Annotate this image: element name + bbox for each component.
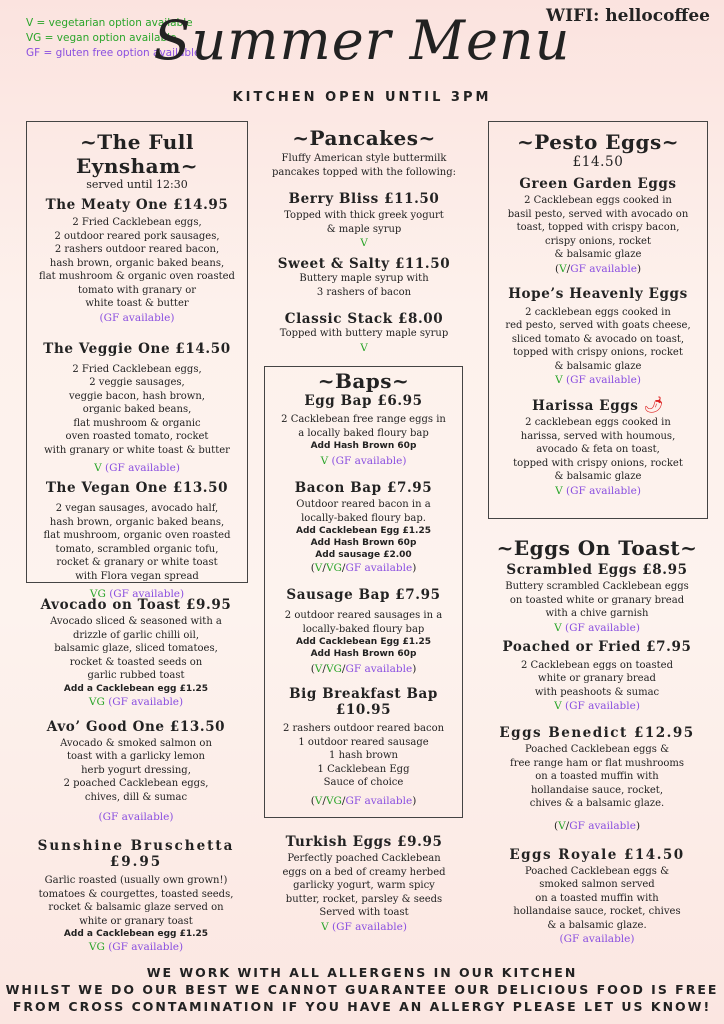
item-description: 2 Cacklebean eggs cooked in basil pesto, served with avocado on toast, topped with crispy bacon, crispy onions, rocket & balsamic glaze [507,195,689,260]
item-title: Scrambled Eggs £8.95 [506,562,688,578]
item-title: Poached or Fried £7.95 [502,638,692,655]
item-description: 2 vegan sausages, avocado half, hash brown, organic baked beans, flat mushroom, organic oven roasted tomato, scrambled organic tofu, rocket & granary or white toast with Flora vegan spread [43,503,231,582]
section-title: ~Baps~ [317,369,410,393]
allergen-notice [0,964,724,1015]
diet-tags: VG (GF available) [89,588,185,600]
section-title: ~The Full Eynsham~ [75,130,199,178]
gf-tag: (GF available) [98,811,174,823]
pesto-eggs-section [488,121,708,519]
item-description: Topped with thick greek yogurt & maple syrup [284,210,444,235]
diet-tags: (V/VG/GF available) [310,562,417,574]
add-on: Add a Cacklebean egg £1.25 [63,929,209,939]
item-title: Harissa Eggs [532,398,639,414]
eggs-on-toast-section [486,536,708,946]
add-on: Add Cacklebean Egg £1.25 Add Hash Brown 60p [296,637,431,659]
v-tag: V [360,341,368,354]
section-title: ~Pancakes~ [292,126,436,150]
item-description: Poached Cacklebean eggs & smoked salmon served on a toasted muffin with hollandaise sauce, rocket, chives & a balsamic glaze. [513,865,681,931]
item-description: 2 Cacklebean free range eggs in a locally baked floury bap [281,414,446,439]
section-title: ~Eggs On Toast~ [496,536,698,560]
section-price: £14.50 [572,154,624,170]
section-title: ~Pesto Eggs~ [516,130,679,154]
turkish-eggs-item [258,834,470,934]
diet-tags: V (GF available) [94,462,180,474]
diet-tags: V (GF available) [555,484,641,497]
diet-tags: V (GF available) [321,920,407,933]
gf-tag: (GF available) [559,933,635,945]
v-tag: V [360,237,368,249]
diet-tags: (V/GF available) [554,262,642,275]
diet-tags: V (GF available) [555,374,641,386]
item-title: Eggs Benedict £12.95 [499,725,695,741]
diet-tags: (V/GF available) [553,819,641,832]
diet-tags: (V/VG/GF available) [310,794,417,807]
legend-gluten-free: GF = gluten free option available [26,47,201,59]
item-title: The Vegan One £13.50 [45,480,229,496]
item-title: Turkish Eggs £9.95 [285,834,443,850]
item-title: Eggs Royale £14.50 [509,846,685,863]
diet-tags: V (GF available) [554,621,640,634]
item-title: Avo’ Good One £13.50 [46,718,226,735]
section-subtitle: served until 12:30 [86,178,188,191]
add-on: Add a Cacklebean egg £1.25 [63,683,209,694]
item-description: Topped with buttery maple syrup [279,328,449,339]
diet-tags: VG (GF available) [88,941,184,953]
left-column-items [20,597,252,954]
item-description: Perfectly poached Cacklebean eggs on a bed of creamy herbed garlicky yogurt, warm spicy butter, rocket, parsley & seeds Served with toast [282,853,446,918]
item-title: The Meaty One £14.95 [45,197,229,213]
item-description: Buttery scrambled Cacklebean eggs on toasted white or granary bread with a chive garnish [505,581,689,619]
item-title: Bacon Bap £7.95 [294,480,433,496]
item-title-row [489,395,707,414]
diet-tags: VG (GF available) [88,695,184,708]
item-description: 2 Fried Cacklebean eggs, 2 veggie sausages, veggie bacon, hash brown, organic baked beans, flat mushroom & organic oven roasted tomato, rocket with granary or white toast & butter [44,363,230,456]
item-price: £9.95 [109,854,163,870]
pancakes-section [258,126,470,355]
item-description: Garlic roasted (usually own grown!) tomatoes & courgettes, toasted seeds, rocket & balsamic glaze served on white or granary toast [38,875,234,927]
item-description: Outdoor reared bacon in a locally-baked floury bap. [296,499,431,524]
wifi-info: WIFI: hellocoffee [546,6,710,26]
item-description: 2 Cacklebean eggs on toasted white or granary bread with peashoots & sumac [521,659,673,698]
item-description: 2 outdoor reared sausages in a locally-baked floury bap [284,610,443,635]
item-title: Hope’s Heavenly Eggs [508,285,688,302]
diet-tags: (V/VG/GF available) [310,663,417,675]
add-on: Add Cacklebean Egg £1.25 Add Hash Brown 60p Add sausage £2.00 [296,526,431,560]
chili-icon: 🌶 [643,395,664,414]
item-description: Buttery maple syrup with 3 rashers of bacon [299,273,429,298]
item-title: Sunshine Bruschetta [37,838,235,854]
item-title: The Veggie One £14.50 [43,340,231,357]
item-description: Poached Cacklebean eggs & free range ham or flat mushrooms on a toasted muffin with hollandaise sauce, rocket, chives & a balsamic glaze. [510,744,684,809]
allergen-line: FROM CROSS CONTAMINATION IF YOU HAVE AN ALLERGY PLEASE LET US KNOW! [12,999,712,1014]
legend-vegan: VG = vegan option available [26,32,177,44]
baps-section [264,366,463,818]
kitchen-hours: KITCHEN OPEN UNTIL 3PM [232,90,492,105]
item-title: Green Garden Eggs [519,176,677,192]
add-on: Add Hash Brown 60p [310,441,417,451]
item-description: Avocado sliced & seasoned with a drizzle of garlic chilli oil, balsamic glaze, sliced tomatoes, rocket & toasted seeds on garlic rubbed toast [50,616,222,681]
item-title: Egg Bap £6.95 [304,393,423,409]
item-description: Avocado & smoked salmon on toast with a garlicky lemon herb yogurt dressing, 2 poached Cacklebean eggs, chives, dill & sumac [60,737,212,803]
allergen-line: WHILST WE DO OUR BEST WE CANNOT GUARANTEE OUR DELICIOUS FOOD IS FREE [5,982,719,997]
diet-tags: V (GF available) [554,700,640,712]
legend-vegetarian: V = vegetarian option available [26,17,193,29]
item-description: 2 cacklebean eggs cooked in red pesto, served with goats cheese, sliced tomato & avocado on toast, topped with crispy onions, rocket & balsamic glaze [505,306,691,372]
item-description: 2 rashers outdoor reared bacon 1 outdoor reared sausage 1 hash brown 1 Cacklebean Egg Sauce of choice [282,723,445,788]
allergen-line: WE WORK WITH ALL ALLERGENS IN OUR KITCHEN [146,965,578,980]
section-subtitle: Fluffy American style buttermilk pancakes topped with the following: [271,153,457,178]
item-description: 2 cacklebean eggs cooked in harissa, served with houmous, avocado & feta on toast, topped with crispy onions, rocket & balsamic glaze [513,417,683,482]
menu-title: Summer Menu [153,9,571,72]
item-title: Berry Bliss £11.50 [288,191,440,207]
item-title: Big Breakfast Bap £10.95 [289,686,438,718]
item-title: Sausage Bap £7.95 [286,587,441,603]
item-description: 2 Fried Cacklebean eggs, 2 outdoor reared pork sausages, 2 rashers outdoor reared bacon, hash brown, organic baked beans, flat mushroom & organic oven roasted tomato with granary or white toast & butter [39,217,235,309]
gf-tag: (GF available) [99,311,175,324]
item-title: Avocado on Toast £9.95 [40,597,232,613]
item-title: Classic Stack £8.00 [284,311,444,327]
item-title: Sweet & Salty £11.50 [277,256,451,272]
diet-tags: V (GF available) [320,455,407,467]
full-eynsham-section [26,121,248,600]
